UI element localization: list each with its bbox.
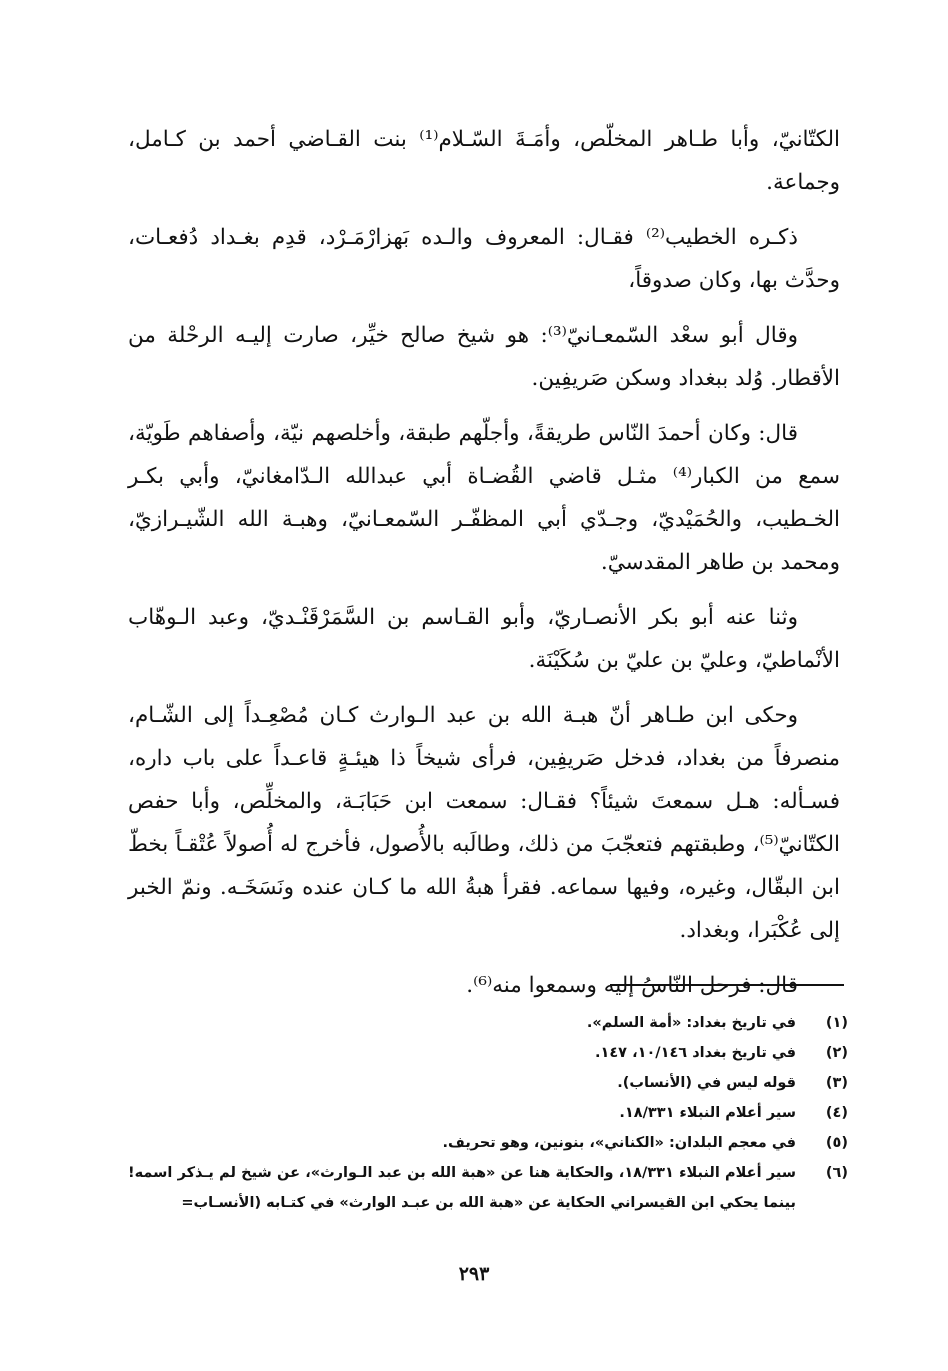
footnote-text: في تاريخ بغداد: «أمة السلم».: [586, 1015, 796, 1031]
main-text: [128, 118, 840, 1019]
paragraph: قال: وكان أحمدَ النّاس طريقةً، وأجلّهم طبقة، وأخلصهم نيّة، وأصفاهم طَويّة، سمع من الكبار⁽⁴⁾ مثـل قاضي القُضـاة أبي عبدالله الـدّامغانيّ، وأبي بكـر الخـطيب، والحُمَيْديّ، وجـدّي أبي المظفّـر السّمعـانيّ، وهبـة الله الشّيـرازيّ، ومحمد بن طاهر المقدسيّ.: [128, 421, 840, 575]
footnote-number: (٤): [825, 1105, 848, 1121]
footnote-number: (٦): [825, 1165, 848, 1181]
footnote-text: سير أعلام النبلاء ١٨/٣٣١، والحكاية هنا عن «هبة الله بن عبد الـوارث»، عن شيخ لم يـذكر اسمه! بينما يحكي ابن القيسراني الحكاية عن «هبة الله بن عبـد الوارث» في كتـابه (الأنسـاب=: [128, 1165, 796, 1211]
footnote-number: (٢): [825, 1045, 848, 1061]
paragraph: ذكـره الخطيب⁽²⁾ فقـال: المعروف والـده بَهزارْمَـرْد، قدِم بغـداد دُفعـات، وحدَّث بها، وكان صدوقاً،: [128, 225, 840, 293]
paragraph: وقال أبو سعْد السّمعـانيّ⁽³⁾: هو شيخ صالح خيِّر، صارت إليـه الرحْلة من الأقطار. وُلد ببغداد وسكن صَريفِين.: [128, 323, 840, 391]
footnote-divider: [610, 984, 844, 986]
footnote-number: (٣): [825, 1075, 848, 1091]
footnote-text: في تاريخ بغداد ١٠/١٤٦، ١٤٧.: [594, 1045, 796, 1061]
footnote-number: (١): [825, 1015, 848, 1031]
paragraph: وحكى ابن طـاهر أنّ هبـة الله بن عبد الـوارث كـان مُصْعِـداً إلى الشّـام، منصرفاً من بغداد، فدخل صَريفِين، فرأى شيخاً ذا هيئـةٍ قاعـداً على باب داره، فسـأله: هـل سمعتَ شيئاً؟ فقـال: سمعت ابن حَبَابَـة، والمخلِّص، وأبا حفص الكتّانيّ⁽⁵⁾، وطبقتهم فتعجّبَ من ذلك، وطالَبه بالأُصول، فأخرج له أُصولاً عُتْقـاً بخطّ ابن البقّال، وغيره، وفيها سماعه. فقرأ هبةُ الله ما كـان عنده ونَسَخَـه. ونمّ الخبر إلى عُكْبَرا، وبغداد.: [128, 703, 840, 943]
footnote-number: (٥): [825, 1135, 848, 1151]
footnote: [128, 1128, 848, 1158]
footnote: [128, 1038, 848, 1068]
footnote-text: سير أعلام النبلاء ١٨/٣٣١.: [619, 1105, 796, 1121]
paragraph: وثنا عنه أبو بكر الأنصـاريّ، وأبو القـاسم بن السَّمَرْقَنْـديّ، وعبد الـوهّاب الأنْماطيّ، وعليّ بن عليّ بن سُكَيْنَة.: [128, 605, 840, 673]
footnotes: [128, 1008, 848, 1218]
footnote-text: قوله ليس في (الأنساب).: [617, 1075, 796, 1091]
footnote-text: في معجم البلدان: «الكناني»، بنونين، وهو تحريف.: [442, 1135, 796, 1151]
paragraph: قال: فرحل النّاسُ إليه وسمعوا منه⁽⁶⁾.: [466, 973, 798, 998]
footnote: [128, 1068, 848, 1098]
footnote: [128, 1008, 848, 1038]
page-number: ٢٩٣: [458, 1263, 490, 1285]
footnote: [128, 1098, 848, 1128]
paragraph: الكتّانيّ، وأبا طـاهر المخلّص، وأمَـةَ السّـلام⁽¹⁾ بنت القـاضي أحمد بن كـامل، وجماعة.: [128, 127, 840, 195]
footnote: [128, 1158, 848, 1218]
